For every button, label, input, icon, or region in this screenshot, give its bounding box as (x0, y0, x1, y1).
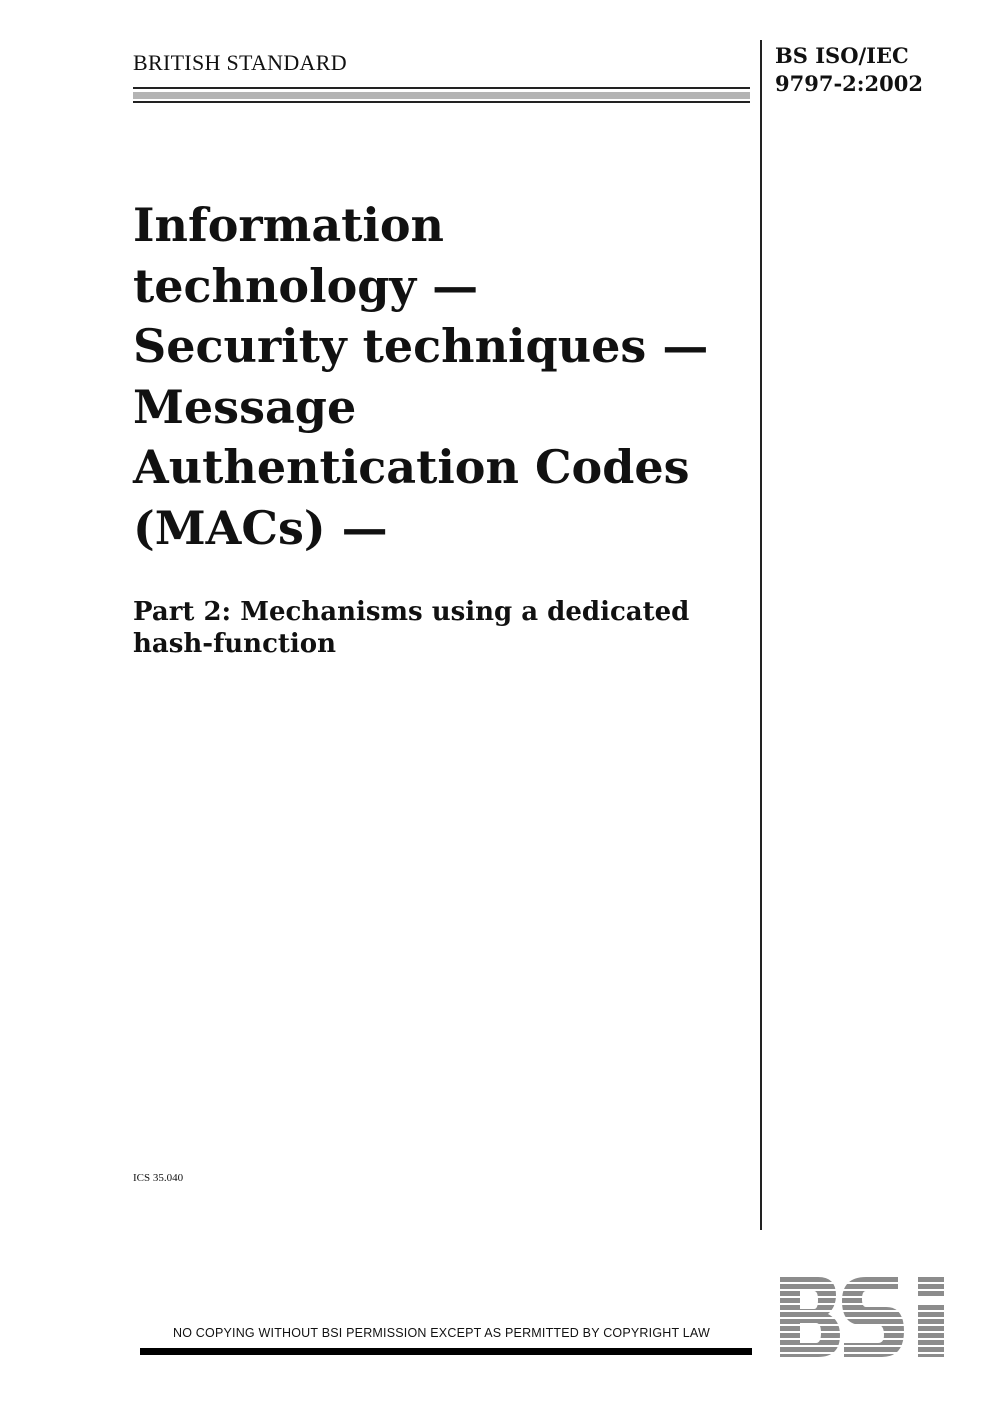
footer-rule (140, 1348, 752, 1355)
copyright-notice: NO COPYING WITHOUT BSI PERMISSION EXCEPT AS PERMITTED BY COPYRIGHT LAW (172, 1326, 710, 1340)
subtitle-line: Part 2: Mechanisms using a dedicated (133, 597, 690, 627)
subtitle-line: hash-function (133, 629, 337, 659)
header-rule-top (133, 87, 750, 89)
header-rule-grey (133, 92, 750, 99)
title-line: Security techniques — (133, 319, 709, 373)
title-line: Information (133, 198, 444, 252)
document-type-label: BRITISH STANDARD (133, 50, 347, 75)
title-line: (MACs) — (133, 500, 388, 555)
title-line: Message (133, 379, 357, 434)
title-line: Authentication Codes (133, 440, 690, 494)
header-rule-bottom (133, 101, 750, 103)
document-number-line2: 9797-2:2002 (775, 71, 923, 96)
title-line: technology — (133, 258, 479, 313)
vertical-divider (760, 40, 762, 1230)
document-subtitle (133, 596, 689, 660)
bsi-logo (778, 1277, 956, 1359)
ics-code: ICS 35.040 (133, 1172, 184, 1184)
document-title (133, 195, 733, 558)
document-number-line1: BS ISO/IEC (775, 43, 909, 68)
document-number (775, 42, 923, 98)
